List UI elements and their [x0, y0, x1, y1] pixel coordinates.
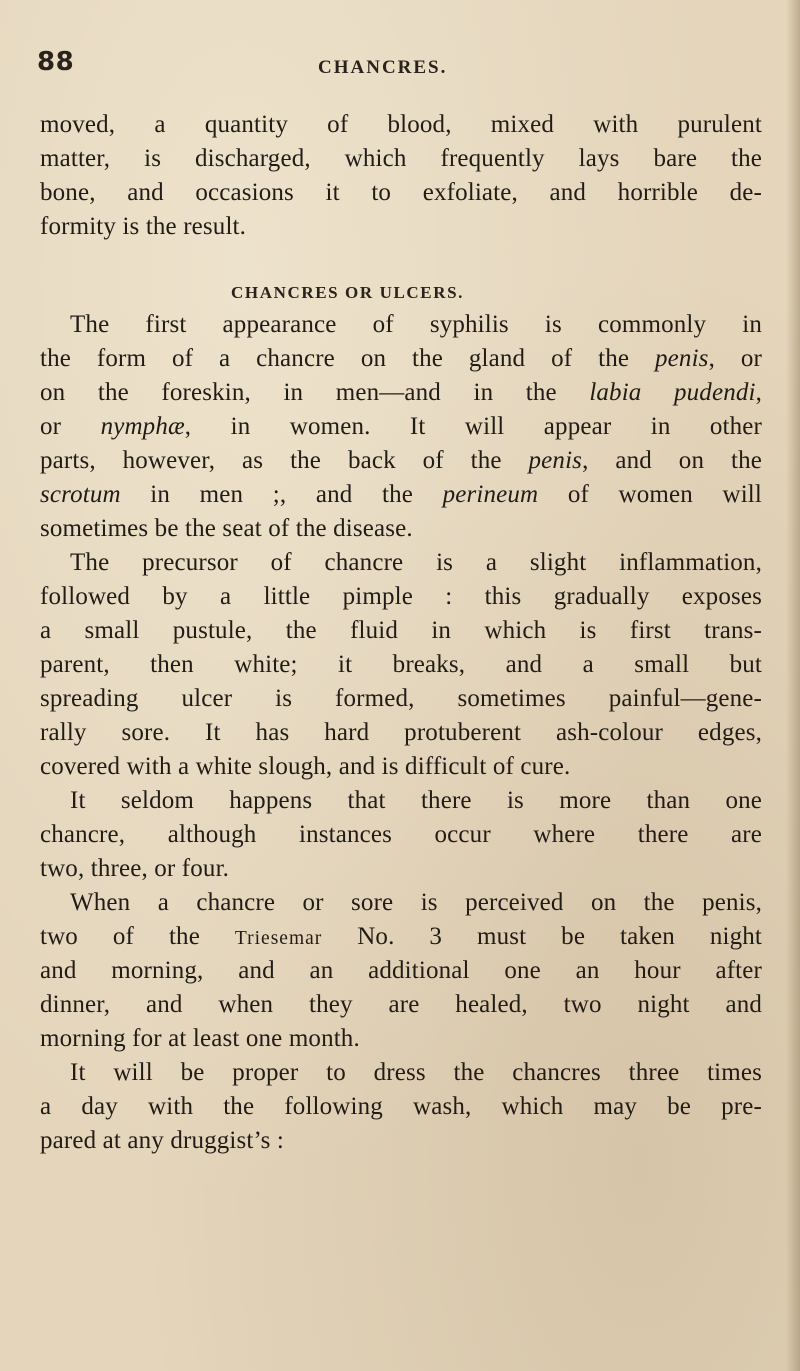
text-run: parts, however, as the back of the	[40, 447, 502, 474]
text-line: chancre, although instances occur where there are	[40, 821, 762, 848]
text-line	[40, 377, 762, 409]
text-line: formity is the result.	[40, 213, 247, 240]
italic-term: labia pudendi	[589, 379, 756, 406]
page-edge-shadow	[786, 0, 800, 1371]
text-line: a day with the following wash, which may be pre-	[40, 1093, 762, 1120]
text-line: dinner, and when they are healed, two night and	[40, 991, 762, 1018]
italic-term: penis	[655, 345, 709, 372]
text-line: When a chancre or sore is perceived on the penis,	[70, 889, 762, 916]
product-name: Triesemar	[234, 928, 323, 949]
text-line: spreading ulcer is formed, sometimes painful—gene-	[40, 685, 762, 712]
text-line: morning for at least one month.	[40, 1025, 360, 1052]
text-run: , or	[708, 345, 762, 372]
text-line: moved, a quantity of blood, mixed with purulent	[40, 111, 762, 138]
text-line: rally sore. It has hard protuberent ash-colour edges,	[40, 719, 762, 746]
text-line: sometimes be the seat of the disease.	[40, 515, 413, 542]
page-number: 88	[37, 47, 75, 77]
text-line	[40, 921, 762, 955]
text-line: bone, and occasions it to exfoliate, and horrible de-	[40, 179, 762, 206]
text-line: parent, then white; it breaks, and a small but	[40, 651, 762, 678]
text-line: It will be proper to dress the chancres three times	[70, 1059, 762, 1086]
text-line: two, three, or four.	[40, 855, 230, 882]
text-line	[40, 343, 762, 375]
text-run: , in women. It will appear in other	[184, 413, 762, 440]
text-run: ,	[755, 379, 762, 406]
text-line	[40, 445, 762, 477]
running-head: CHANCRES.	[318, 57, 448, 78]
italic-term: scrotum	[40, 481, 121, 508]
italic-term: penis	[528, 447, 583, 474]
text-run: two of the	[40, 923, 200, 950]
text-line: matter, is discharged, which frequently lays bare the	[40, 145, 762, 172]
text-line: and morning, and an additional one an hour after	[40, 957, 762, 984]
text-line: pared at any druggist’s :	[40, 1127, 284, 1154]
text-run: in men ;, and the	[120, 481, 413, 508]
text-run: No. 3 must be taken night	[322, 923, 763, 950]
section-heading: CHANCRES OR ULCERS.	[231, 283, 465, 302]
text-line: covered with a white slough, and is difficult of cure.	[40, 753, 571, 780]
text-run: , and on the	[582, 447, 762, 474]
text-line: It seldom happens that there is more than one	[70, 787, 762, 814]
italic-term: perineum	[442, 481, 539, 508]
text-run: of women will	[538, 481, 762, 508]
text-line: The first appearance of syphilis is commonly in	[70, 311, 762, 338]
text-line: followed by a little pimple : this gradually exposes	[40, 583, 762, 610]
text-line: The precursor of chancre is a slight inflammation,	[70, 549, 762, 576]
text-line	[40, 411, 762, 443]
text-run: the form of a chancre on the gland of the	[40, 345, 630, 372]
text-line: a small pustule, the fluid in which is first trans-	[40, 617, 762, 644]
text-run: on the foreskin, in men—and in the	[40, 379, 557, 406]
italic-term: nymphæ	[100, 413, 185, 440]
text-run: or	[40, 413, 62, 440]
text-line	[40, 479, 762, 511]
